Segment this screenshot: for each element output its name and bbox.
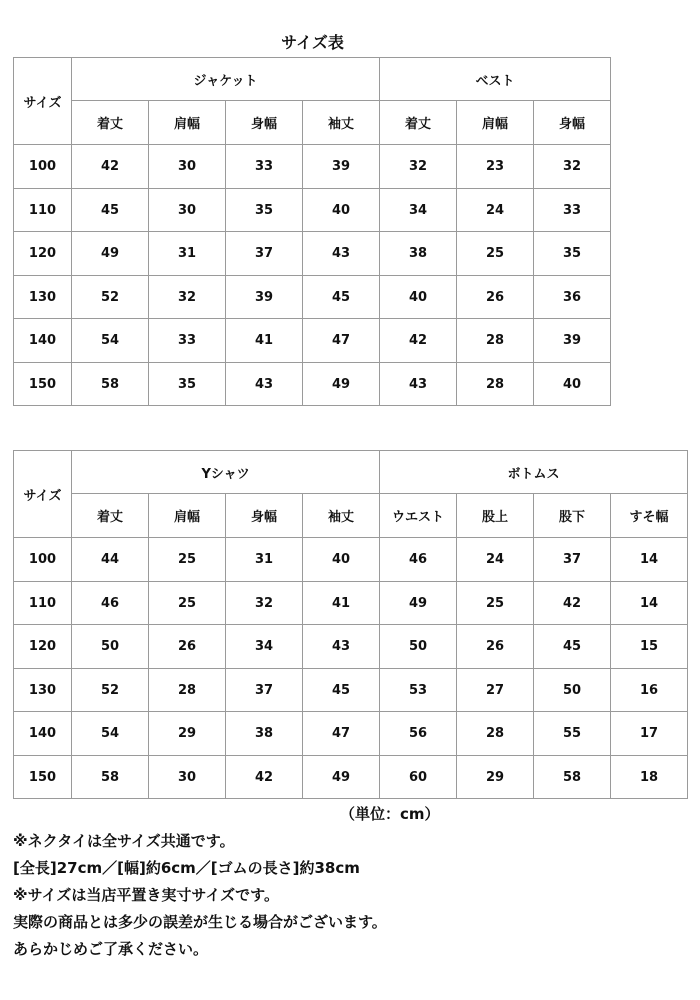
value-cell: 16 xyxy=(611,669,688,712)
value-cell: 32 xyxy=(149,276,226,319)
value-cell: 36 xyxy=(534,276,611,319)
subheader-cell: 肩幅 xyxy=(149,494,226,538)
value-cell: 26 xyxy=(457,625,534,669)
value-cell: 39 xyxy=(226,276,303,319)
value-cell: 43 xyxy=(380,363,457,406)
size-cell: 130 xyxy=(14,276,72,319)
value-cell: 32 xyxy=(380,145,457,189)
value-cell: 35 xyxy=(534,232,611,276)
value-cell: 50 xyxy=(72,625,149,669)
value-cell: 35 xyxy=(226,189,303,232)
value-cell: 60 xyxy=(380,756,457,799)
size-cell: 120 xyxy=(14,232,72,276)
value-cell: 37 xyxy=(226,232,303,276)
size-cell: 150 xyxy=(14,363,72,406)
table-row xyxy=(14,625,688,669)
value-cell: 23 xyxy=(457,145,534,189)
value-cell: 42 xyxy=(380,319,457,363)
group-header-vest: ベスト xyxy=(380,58,611,101)
value-cell: 34 xyxy=(380,189,457,232)
subheader-cell: 肩幅 xyxy=(149,101,226,145)
value-cell: 45 xyxy=(303,669,380,712)
value-cell: 28 xyxy=(149,669,226,712)
value-cell: 24 xyxy=(457,538,534,582)
value-cell: 58 xyxy=(534,756,611,799)
value-cell: 40 xyxy=(303,189,380,232)
value-cell: 54 xyxy=(72,319,149,363)
value-cell: 45 xyxy=(303,276,380,319)
notes-block xyxy=(13,828,693,963)
value-cell: 39 xyxy=(303,145,380,189)
subheader-cell: すそ幅 xyxy=(611,494,688,538)
value-cell: 30 xyxy=(149,189,226,232)
value-cell: 45 xyxy=(72,189,149,232)
value-cell: 42 xyxy=(226,756,303,799)
size-cell: 140 xyxy=(14,712,72,756)
value-cell: 50 xyxy=(380,625,457,669)
value-cell: 31 xyxy=(149,232,226,276)
value-cell: 46 xyxy=(72,582,149,625)
value-cell: 33 xyxy=(226,145,303,189)
value-cell: 24 xyxy=(457,189,534,232)
value-cell: 26 xyxy=(149,625,226,669)
value-cell: 28 xyxy=(457,712,534,756)
value-cell: 33 xyxy=(149,319,226,363)
value-cell: 43 xyxy=(303,232,380,276)
value-cell: 47 xyxy=(303,319,380,363)
value-cell: 14 xyxy=(611,582,688,625)
size-cell: 130 xyxy=(14,669,72,712)
value-cell: 33 xyxy=(534,189,611,232)
value-cell: 55 xyxy=(534,712,611,756)
page-title: サイズ表 xyxy=(281,33,344,52)
size-cell: 110 xyxy=(14,189,72,232)
value-cell: 29 xyxy=(149,712,226,756)
value-cell: 41 xyxy=(226,319,303,363)
size-cell: 100 xyxy=(14,145,72,189)
size-table-jacket-vest xyxy=(13,57,611,406)
table-row xyxy=(14,319,611,363)
value-cell: 37 xyxy=(534,538,611,582)
value-cell: 40 xyxy=(534,363,611,406)
table-row xyxy=(14,669,688,712)
value-cell: 42 xyxy=(534,582,611,625)
group-header-bottoms: ボトムス xyxy=(380,451,688,494)
value-cell: 53 xyxy=(380,669,457,712)
value-cell: 25 xyxy=(149,582,226,625)
size-cell: 100 xyxy=(14,538,72,582)
value-cell: 54 xyxy=(72,712,149,756)
table-row xyxy=(14,363,611,406)
value-cell: 25 xyxy=(457,232,534,276)
subheader-cell: 袖丈 xyxy=(303,494,380,538)
table-row xyxy=(14,232,611,276)
table-row xyxy=(14,756,688,799)
value-cell: 17 xyxy=(611,712,688,756)
value-cell: 32 xyxy=(534,145,611,189)
table-row xyxy=(14,276,611,319)
value-cell: 35 xyxy=(149,363,226,406)
value-cell: 42 xyxy=(72,145,149,189)
value-cell: 40 xyxy=(303,538,380,582)
value-cell: 18 xyxy=(611,756,688,799)
value-cell: 44 xyxy=(72,538,149,582)
size-column-header: サイズ xyxy=(14,58,72,145)
value-cell: 25 xyxy=(457,582,534,625)
table-row xyxy=(14,189,611,232)
value-cell: 43 xyxy=(303,625,380,669)
value-cell: 45 xyxy=(534,625,611,669)
note-line: [全長]27cm／[幅]約6cm／[ゴムの長さ]約38cm xyxy=(13,859,360,877)
value-cell: 49 xyxy=(72,232,149,276)
table-row xyxy=(14,712,688,756)
note-line: あらかじめご了承ください。 xyxy=(13,940,209,958)
value-cell: 50 xyxy=(534,669,611,712)
subheader-cell: 身幅 xyxy=(534,101,611,145)
table-row xyxy=(14,582,688,625)
value-cell: 14 xyxy=(611,538,688,582)
subheader-cell: 着丈 xyxy=(72,494,149,538)
table-row xyxy=(14,538,688,582)
value-cell: 52 xyxy=(72,276,149,319)
size-table-shirt-bottoms xyxy=(13,450,688,799)
value-cell: 38 xyxy=(226,712,303,756)
subheader-cell: 着丈 xyxy=(72,101,149,145)
value-cell: 56 xyxy=(380,712,457,756)
value-cell: 28 xyxy=(457,319,534,363)
size-cell: 120 xyxy=(14,625,72,669)
value-cell: 47 xyxy=(303,712,380,756)
size-cell: 110 xyxy=(14,582,72,625)
note-line: 実際の商品とは多少の誤差が生じる場合がございます。 xyxy=(13,913,387,931)
value-cell: 43 xyxy=(226,363,303,406)
subheader-cell: 身幅 xyxy=(226,494,303,538)
value-cell: 34 xyxy=(226,625,303,669)
subheader-cell: 着丈 xyxy=(380,101,457,145)
value-cell: 27 xyxy=(457,669,534,712)
value-cell: 39 xyxy=(534,319,611,363)
value-cell: 40 xyxy=(380,276,457,319)
value-cell: 58 xyxy=(72,363,149,406)
value-cell: 25 xyxy=(149,538,226,582)
table-row xyxy=(14,145,611,189)
note-line: ※ネクタイは全サイズ共通です。 xyxy=(13,832,235,850)
value-cell: 32 xyxy=(226,582,303,625)
size-column-header: サイズ xyxy=(14,451,72,538)
value-cell: 26 xyxy=(457,276,534,319)
value-cell: 31 xyxy=(226,538,303,582)
subheader-cell: 肩幅 xyxy=(457,101,534,145)
value-cell: 52 xyxy=(72,669,149,712)
note-line: ※サイズは当店平置き実寸サイズです。 xyxy=(13,886,279,904)
value-cell: 46 xyxy=(380,538,457,582)
value-cell: 38 xyxy=(380,232,457,276)
value-cell: 15 xyxy=(611,625,688,669)
value-cell: 49 xyxy=(380,582,457,625)
value-cell: 41 xyxy=(303,582,380,625)
group-header-shirt: Yシャツ xyxy=(72,451,380,494)
size-cell: 140 xyxy=(14,319,72,363)
group-header-jacket: ジャケット xyxy=(72,58,380,101)
subheader-cell: ウエスト xyxy=(380,494,457,538)
value-cell: 30 xyxy=(149,756,226,799)
subheader-cell: 股下 xyxy=(534,494,611,538)
value-cell: 58 xyxy=(72,756,149,799)
value-cell: 37 xyxy=(226,669,303,712)
subheader-cell: 袖丈 xyxy=(303,101,380,145)
unit-label: （単位：cm） xyxy=(340,805,440,823)
size-cell: 150 xyxy=(14,756,72,799)
subheader-cell: 股上 xyxy=(457,494,534,538)
value-cell: 49 xyxy=(303,756,380,799)
value-cell: 30 xyxy=(149,145,226,189)
value-cell: 28 xyxy=(457,363,534,406)
value-cell: 29 xyxy=(457,756,534,799)
subheader-cell: 身幅 xyxy=(226,101,303,145)
value-cell: 49 xyxy=(303,363,380,406)
